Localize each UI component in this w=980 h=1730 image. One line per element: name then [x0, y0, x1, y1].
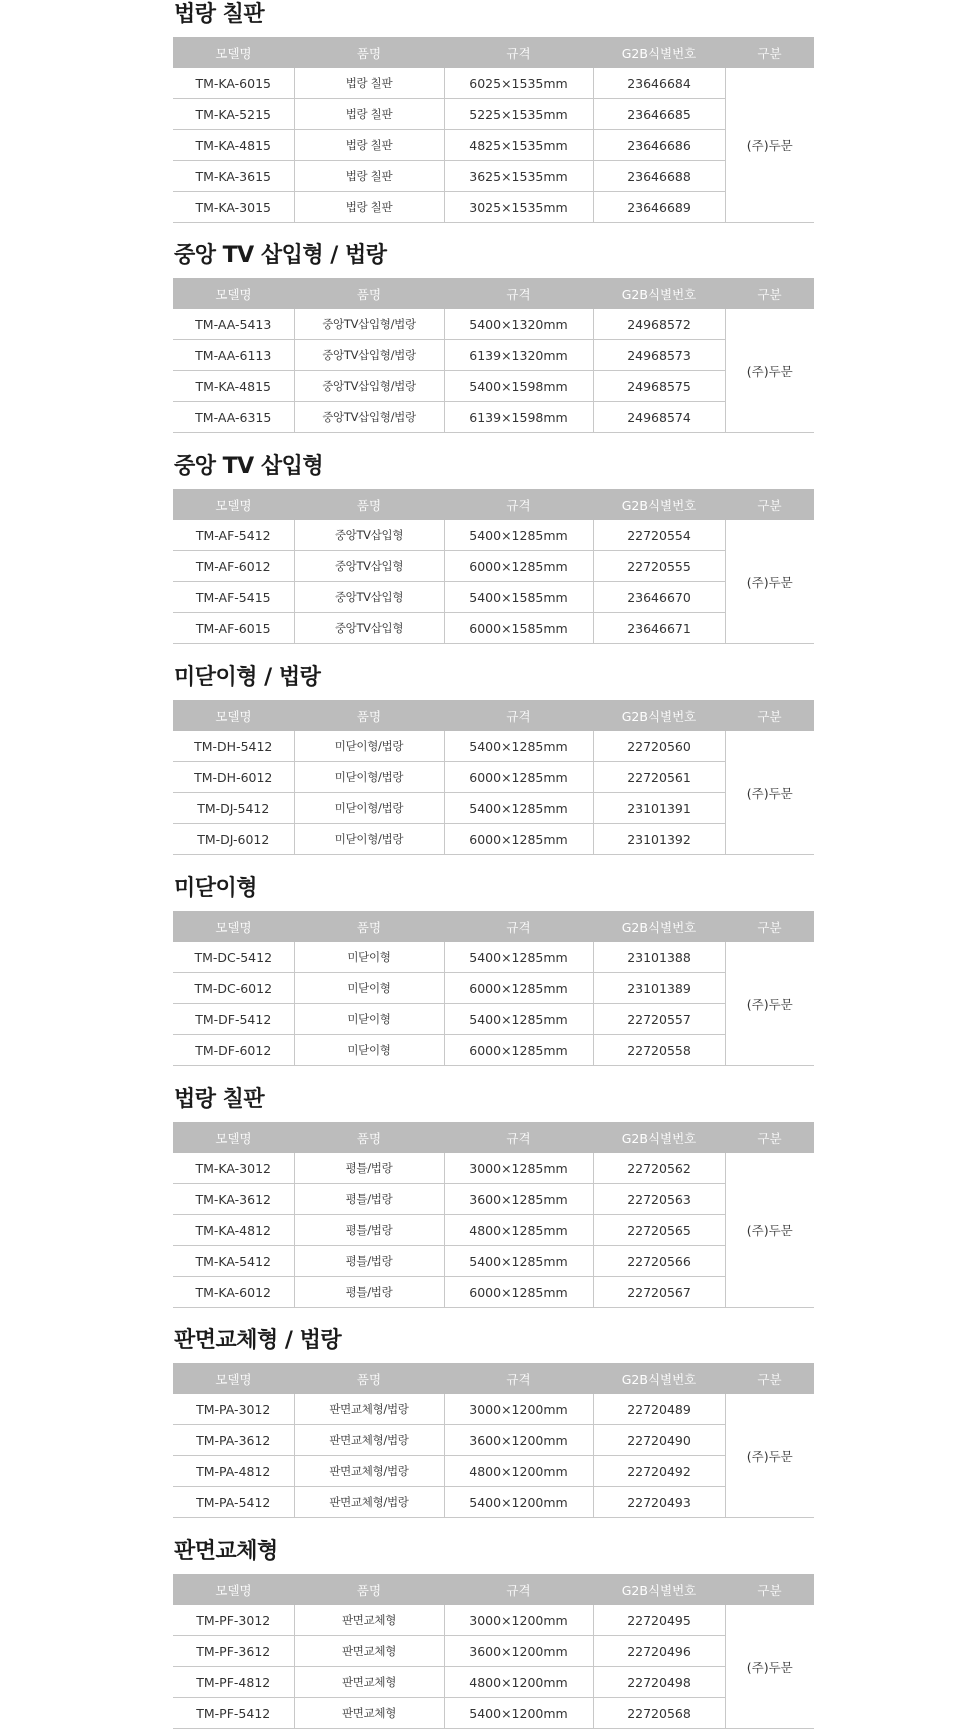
header-spec: 규격 [444, 1574, 593, 1605]
spec-cell: 3025×1535mm [444, 192, 593, 223]
product-table [173, 1574, 814, 1729]
header-category: 구분 [725, 1122, 814, 1153]
g2b-id-cell: 22720554 [593, 520, 725, 551]
table-row [173, 309, 814, 340]
table-row [173, 1456, 814, 1487]
header-category: 구분 [725, 700, 814, 731]
g2b-id-cell: 22720555 [593, 551, 725, 582]
item-name-cell: 판면교체형/법랑 [294, 1456, 444, 1487]
g2b-id-cell: 24968573 [593, 340, 725, 371]
item-name-cell: 미닫이형 [294, 1004, 444, 1035]
header-g2b-id: G2B식별번호 [593, 37, 725, 68]
g2b-id-cell: 24968574 [593, 402, 725, 433]
g2b-id-cell: 22720492 [593, 1456, 725, 1487]
section-title: 미닫이형 [174, 876, 258, 901]
g2b-id-cell: 23646670 [593, 582, 725, 613]
spec-cell: 3600×1200mm [444, 1425, 593, 1456]
g2b-id-cell: 23646688 [593, 161, 725, 192]
header-category: 구분 [725, 37, 814, 68]
item-name-cell: 미닫이형 [294, 942, 444, 973]
model-cell: TM-PA-3612 [173, 1425, 294, 1456]
header-item-name: 품명 [294, 278, 444, 309]
header-spec: 규격 [444, 1363, 593, 1394]
item-name-cell: 중앙TV삽입형 [294, 613, 444, 644]
item-name-cell: 평틀/법랑 [294, 1277, 444, 1308]
model-cell: TM-KA-4815 [173, 130, 294, 161]
spec-cell: 6000×1285mm [444, 551, 593, 582]
header-category: 구분 [725, 278, 814, 309]
item-name-cell: 판면교체형/법랑 [294, 1487, 444, 1518]
g2b-id-cell: 22720568 [593, 1698, 725, 1729]
header-g2b-id: G2B식별번호 [593, 1122, 725, 1153]
g2b-id-cell: 22720563 [593, 1184, 725, 1215]
table-row [173, 192, 814, 223]
item-name-cell: 평틀/법랑 [294, 1184, 444, 1215]
header-category: 구분 [725, 1574, 814, 1605]
item-name-cell: 중앙TV삽입형/법랑 [294, 402, 444, 433]
model-cell: TM-AA-5413 [173, 309, 294, 340]
category-cell: (주)두문 [725, 520, 814, 644]
g2b-id-cell: 22720567 [593, 1277, 725, 1308]
table-row [173, 1035, 814, 1066]
category-cell: (주)두문 [725, 1394, 814, 1518]
spec-cell: 5400×1285mm [444, 942, 593, 973]
header-g2b-id: G2B식별번호 [593, 278, 725, 309]
header-item-name: 품명 [294, 911, 444, 942]
section-title: 미닫이형 / 법랑 [174, 665, 321, 690]
g2b-id-cell: 22720562 [593, 1153, 725, 1184]
item-name-cell: 판면교체형/법랑 [294, 1425, 444, 1456]
model-cell: TM-PF-3612 [173, 1636, 294, 1667]
g2b-id-cell: 22720565 [593, 1215, 725, 1246]
model-cell: TM-AF-5412 [173, 520, 294, 551]
item-name-cell: 법랑 칠판 [294, 99, 444, 130]
table-header-row [173, 1122, 814, 1153]
model-cell: TM-PF-5412 [173, 1698, 294, 1729]
table-header-row [173, 911, 814, 942]
header-spec: 규격 [444, 911, 593, 942]
header-model: 모델명 [173, 37, 294, 68]
spec-cell: 4825×1535mm [444, 130, 593, 161]
spec-cell: 6000×1285mm [444, 1277, 593, 1308]
spec-cell: 4800×1200mm [444, 1456, 593, 1487]
header-model: 모델명 [173, 1574, 294, 1605]
table-row [173, 161, 814, 192]
table-row [173, 582, 814, 613]
item-name-cell: 중앙TV삽입형 [294, 520, 444, 551]
category-cell: (주)두문 [725, 731, 814, 855]
table-row [173, 973, 814, 1004]
table-row [173, 1636, 814, 1667]
spec-cell: 6000×1585mm [444, 613, 593, 644]
spec-cell: 5400×1285mm [444, 1004, 593, 1035]
spec-cell: 3600×1285mm [444, 1184, 593, 1215]
header-model: 모델명 [173, 1363, 294, 1394]
item-name-cell: 중앙TV삽입형 [294, 551, 444, 582]
item-name-cell: 중앙TV삽입형/법랑 [294, 309, 444, 340]
header-g2b-id: G2B식별번호 [593, 700, 725, 731]
spec-cell: 6000×1285mm [444, 762, 593, 793]
g2b-id-cell: 22720557 [593, 1004, 725, 1035]
table-row [173, 1246, 814, 1277]
table-row [173, 793, 814, 824]
table-header-row [173, 489, 814, 520]
item-name-cell: 법랑 칠판 [294, 161, 444, 192]
model-cell: TM-AA-6315 [173, 402, 294, 433]
model-cell: TM-DF-6012 [173, 1035, 294, 1066]
header-item-name: 품명 [294, 1122, 444, 1153]
g2b-id-cell: 22720490 [593, 1425, 725, 1456]
spec-cell: 6025×1535mm [444, 68, 593, 99]
header-g2b-id: G2B식별번호 [593, 1574, 725, 1605]
item-name-cell: 판면교체형 [294, 1698, 444, 1729]
header-spec: 규격 [444, 37, 593, 68]
item-name-cell: 평틀/법랑 [294, 1246, 444, 1277]
spec-cell: 6000×1285mm [444, 973, 593, 1004]
table-row [173, 1667, 814, 1698]
model-cell: TM-KA-4815 [173, 371, 294, 402]
model-cell: TM-KA-5412 [173, 1246, 294, 1277]
spec-cell: 6139×1598mm [444, 402, 593, 433]
item-name-cell: 판면교체형 [294, 1667, 444, 1698]
section-title: 법랑 칠판 [174, 1087, 265, 1112]
model-cell: TM-AF-6015 [173, 613, 294, 644]
section-title: 중앙 TV 삽입형 / 법랑 [174, 243, 387, 268]
model-cell: TM-PF-3012 [173, 1605, 294, 1636]
spec-cell: 5400×1285mm [444, 1246, 593, 1277]
g2b-id-cell: 22720493 [593, 1487, 725, 1518]
header-item-name: 품명 [294, 489, 444, 520]
header-spec: 규격 [444, 1122, 593, 1153]
model-cell: TM-KA-3612 [173, 1184, 294, 1215]
item-name-cell: 판면교체형/법랑 [294, 1394, 444, 1425]
model-cell: TM-PA-4812 [173, 1456, 294, 1487]
spec-cell: 5400×1285mm [444, 520, 593, 551]
item-name-cell: 평틀/법랑 [294, 1215, 444, 1246]
product-table [173, 1363, 814, 1518]
table-row [173, 1605, 814, 1636]
model-cell: TM-DC-6012 [173, 973, 294, 1004]
table-row [173, 371, 814, 402]
header-item-name: 품명 [294, 37, 444, 68]
g2b-id-cell: 24968575 [593, 371, 725, 402]
item-name-cell: 중앙TV삽입형/법랑 [294, 371, 444, 402]
item-name-cell: 미닫이형/법랑 [294, 824, 444, 855]
section-title: 법랑 칠판 [174, 2, 265, 27]
header-category: 구분 [725, 1363, 814, 1394]
g2b-id-cell: 22720496 [593, 1636, 725, 1667]
g2b-id-cell: 23646684 [593, 68, 725, 99]
spec-cell: 5400×1585mm [444, 582, 593, 613]
table-row [173, 68, 814, 99]
g2b-id-cell: 24968572 [593, 309, 725, 340]
header-g2b-id: G2B식별번호 [593, 489, 725, 520]
header-item-name: 품명 [294, 1574, 444, 1605]
table-row [173, 1277, 814, 1308]
header-model: 모델명 [173, 911, 294, 942]
model-cell: TM-AA-6113 [173, 340, 294, 371]
item-name-cell: 미닫이형/법랑 [294, 762, 444, 793]
table-row [173, 1215, 814, 1246]
model-cell: TM-KA-5215 [173, 99, 294, 130]
model-cell: TM-KA-3015 [173, 192, 294, 223]
section-title: 판면교체형 / 법랑 [174, 1328, 342, 1353]
item-name-cell: 중앙TV삽입형 [294, 582, 444, 613]
table-row [173, 613, 814, 644]
table-header-row [173, 278, 814, 309]
g2b-id-cell: 23101392 [593, 824, 725, 855]
header-g2b-id: G2B식별번호 [593, 911, 725, 942]
g2b-id-cell: 22720498 [593, 1667, 725, 1698]
model-cell: TM-KA-3615 [173, 161, 294, 192]
model-cell: TM-DJ-6012 [173, 824, 294, 855]
table-header-row [173, 1574, 814, 1605]
table-row [173, 1184, 814, 1215]
table-row [173, 1394, 814, 1425]
category-cell: (주)두문 [725, 68, 814, 223]
model-cell: TM-AF-5415 [173, 582, 294, 613]
spec-cell: 3625×1535mm [444, 161, 593, 192]
model-cell: TM-DC-5412 [173, 942, 294, 973]
item-name-cell: 법랑 칠판 [294, 68, 444, 99]
table-row [173, 520, 814, 551]
spec-cell: 6000×1285mm [444, 1035, 593, 1066]
g2b-id-cell: 23101388 [593, 942, 725, 973]
g2b-id-cell: 22720489 [593, 1394, 725, 1425]
spec-cell: 3000×1200mm [444, 1394, 593, 1425]
spec-cell: 5400×1285mm [444, 731, 593, 762]
item-name-cell: 미닫이형 [294, 973, 444, 1004]
category-cell: (주)두문 [725, 942, 814, 1066]
item-name-cell: 미닫이형/법랑 [294, 793, 444, 824]
header-category: 구분 [725, 489, 814, 520]
g2b-id-cell: 23646685 [593, 99, 725, 130]
product-table [173, 1122, 814, 1308]
product-table [173, 37, 814, 223]
header-spec: 규격 [444, 278, 593, 309]
header-item-name: 품명 [294, 1363, 444, 1394]
header-item-name: 품명 [294, 700, 444, 731]
spec-cell: 4800×1285mm [444, 1215, 593, 1246]
product-table [173, 700, 814, 855]
table-row [173, 1487, 814, 1518]
spec-cell: 4800×1200mm [444, 1667, 593, 1698]
model-cell: TM-KA-3012 [173, 1153, 294, 1184]
g2b-id-cell: 22720495 [593, 1605, 725, 1636]
table-header-row [173, 700, 814, 731]
model-cell: TM-PF-4812 [173, 1667, 294, 1698]
product-table [173, 489, 814, 644]
table-header-row [173, 37, 814, 68]
table-row [173, 1004, 814, 1035]
table-row [173, 1425, 814, 1456]
table-header-row [173, 1363, 814, 1394]
model-cell: TM-PA-3012 [173, 1394, 294, 1425]
header-spec: 규격 [444, 700, 593, 731]
item-name-cell: 법랑 칠판 [294, 130, 444, 161]
item-name-cell: 중앙TV삽입형/법랑 [294, 340, 444, 371]
header-model: 모델명 [173, 700, 294, 731]
spec-cell: 6000×1285mm [444, 824, 593, 855]
table-row [173, 731, 814, 762]
spec-cell: 5225×1535mm [444, 99, 593, 130]
product-table [173, 911, 814, 1066]
spec-cell: 5400×1320mm [444, 309, 593, 340]
table-row [173, 551, 814, 582]
header-spec: 규격 [444, 489, 593, 520]
model-cell: TM-PA-5412 [173, 1487, 294, 1518]
spec-cell: 5400×1285mm [444, 793, 593, 824]
item-name-cell: 미닫이형/법랑 [294, 731, 444, 762]
spec-cell: 3000×1285mm [444, 1153, 593, 1184]
item-name-cell: 판면교체형 [294, 1636, 444, 1667]
category-cell: (주)두문 [725, 309, 814, 433]
table-row [173, 402, 814, 433]
g2b-id-cell: 22720561 [593, 762, 725, 793]
model-cell: TM-DF-5412 [173, 1004, 294, 1035]
table-row [173, 762, 814, 793]
model-cell: TM-KA-6015 [173, 68, 294, 99]
spec-cell: 3000×1200mm [444, 1605, 593, 1636]
spec-cell: 5400×1200mm [444, 1698, 593, 1729]
g2b-id-cell: 22720566 [593, 1246, 725, 1277]
product-table [173, 278, 814, 433]
model-cell: TM-KA-6012 [173, 1277, 294, 1308]
item-name-cell: 판면교체형 [294, 1605, 444, 1636]
item-name-cell: 미닫이형 [294, 1035, 444, 1066]
model-cell: TM-DH-6012 [173, 762, 294, 793]
header-model: 모델명 [173, 489, 294, 520]
category-cell: (주)두문 [725, 1153, 814, 1308]
spec-cell: 6139×1320mm [444, 340, 593, 371]
item-name-cell: 법랑 칠판 [294, 192, 444, 223]
section-title: 중앙 TV 삽입형 [174, 454, 324, 479]
header-category: 구분 [725, 911, 814, 942]
table-row [173, 1698, 814, 1729]
table-row [173, 942, 814, 973]
item-name-cell: 평틀/법랑 [294, 1153, 444, 1184]
g2b-id-cell: 23646689 [593, 192, 725, 223]
model-cell: TM-DJ-5412 [173, 793, 294, 824]
header-model: 모델명 [173, 278, 294, 309]
table-row [173, 340, 814, 371]
header-model: 모델명 [173, 1122, 294, 1153]
header-g2b-id: G2B식별번호 [593, 1363, 725, 1394]
spec-cell: 5400×1598mm [444, 371, 593, 402]
table-row [173, 1153, 814, 1184]
spec-cell: 3600×1200mm [444, 1636, 593, 1667]
g2b-id-cell: 23101391 [593, 793, 725, 824]
spec-cell: 5400×1200mm [444, 1487, 593, 1518]
model-cell: TM-DH-5412 [173, 731, 294, 762]
table-row [173, 99, 814, 130]
category-cell: (주)두문 [725, 1605, 814, 1729]
g2b-id-cell: 23646671 [593, 613, 725, 644]
table-row [173, 824, 814, 855]
g2b-id-cell: 22720560 [593, 731, 725, 762]
g2b-id-cell: 23646686 [593, 130, 725, 161]
table-row [173, 130, 814, 161]
section-title: 판면교체형 [174, 1539, 278, 1564]
g2b-id-cell: 22720558 [593, 1035, 725, 1066]
model-cell: TM-KA-4812 [173, 1215, 294, 1246]
model-cell: TM-AF-6012 [173, 551, 294, 582]
g2b-id-cell: 23101389 [593, 973, 725, 1004]
